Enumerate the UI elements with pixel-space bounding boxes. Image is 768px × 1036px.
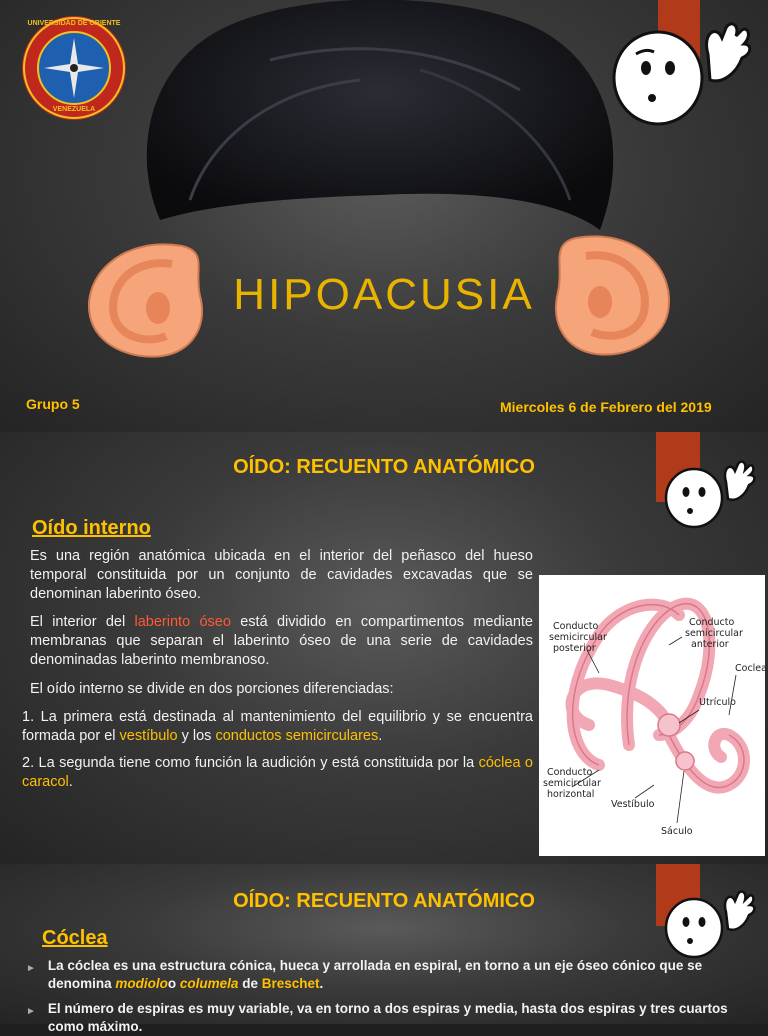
subheading-oido-interno: Oído interno: [32, 517, 151, 539]
label-conducto-anterior-2: semicircular: [685, 628, 743, 639]
label-conducto-horizontal-3: horizontal: [547, 789, 595, 800]
label-conducto-horizontal-1: Conducto: [547, 767, 593, 778]
label-utriculo: Utrículo: [699, 697, 736, 708]
label-conducto-anterior-3: anterior: [691, 639, 729, 650]
label-coclea: Coclea: [735, 663, 767, 674]
presentation-date: Miercoles 6 de Febrero del 2019: [500, 399, 712, 415]
university-seal: [20, 14, 128, 122]
listening-cartoon-icon: [606, 14, 756, 126]
group-label: Grupo 5: [26, 396, 80, 412]
paragraph-divisions: El oído interno se divide en dos porciones diferenciadas:: [30, 681, 394, 697]
left-ear-illustration: [82, 236, 212, 366]
paragraph-second-portion: 2. La segunda tiene como función la audición y está constituida por la cóclea o caracol.: [22, 755, 533, 790]
bullet-espiras: ► El número de espiras es muy variable, va en torno a dos espiras y media, hasta dos espiras y tres cuartos como máximo.: [26, 1001, 728, 1034]
seal-top-text: UNIVERSIDAD DE ORIENTE: [27, 20, 121, 27]
right-ear-illustration: [546, 228, 676, 368]
label-conducto-posterior-1: Conducto: [553, 621, 599, 632]
label-conducto-anterior-1: Conducto: [689, 617, 735, 628]
paragraph-definition: Es una región anatómica ubicada en el interior del peñasco del hueso temporal constituida por un conjunto de cavidades excavadas que se denominan laberinto óseo.: [30, 548, 533, 602]
slide-inner-ear: [0, 432, 768, 864]
slide-title: OÍDO: RECUENTO ANATÓMICO: [233, 890, 535, 912]
bullet-arrow-icon: ►: [26, 1006, 36, 1017]
inner-ear-diagram: [539, 575, 765, 856]
subheading-coclea: Cóclea: [42, 927, 108, 949]
presentation-title: HIPOACUSIA: [233, 270, 535, 319]
label-vestibulo: Vestíbulo: [611, 799, 655, 810]
label-conducto-posterior-3: posterior: [553, 643, 596, 654]
paragraph-laberinto: El interior del laberinto óseo está dividido en compartimentos mediante membranas que separan el laberinto óseo de una serie de cavidades denominadas laberinto membranoso.: [30, 614, 533, 668]
slide-title: [0, 0, 768, 432]
label-saculo: Sáculo: [661, 826, 693, 837]
slide-title: OÍDO: RECUENTO ANATÓMICO: [233, 456, 535, 478]
seal-bottom-text: VENEZUELA: [52, 106, 96, 113]
paragraph-first-portion: 1. La primera está destinada al mantenimiento del equilibrio y se encuentra formada por el vestíbulo y los conductos semicirculares.: [22, 709, 533, 744]
bullet-coclea-structure: ► La cóclea es una estructura cónica, hueca y arrollada en espiral, en torno a un eje óseo cónico que se denomina modioloo columela de Breschet.: [26, 958, 703, 991]
label-conducto-horizontal-2: semicircular: [543, 778, 601, 789]
bullet-arrow-icon: ►: [26, 963, 36, 974]
slide-coclea: [0, 864, 768, 1034]
label-conducto-posterior-2: semicircular: [549, 632, 607, 643]
hair-illustration: [120, 0, 640, 260]
